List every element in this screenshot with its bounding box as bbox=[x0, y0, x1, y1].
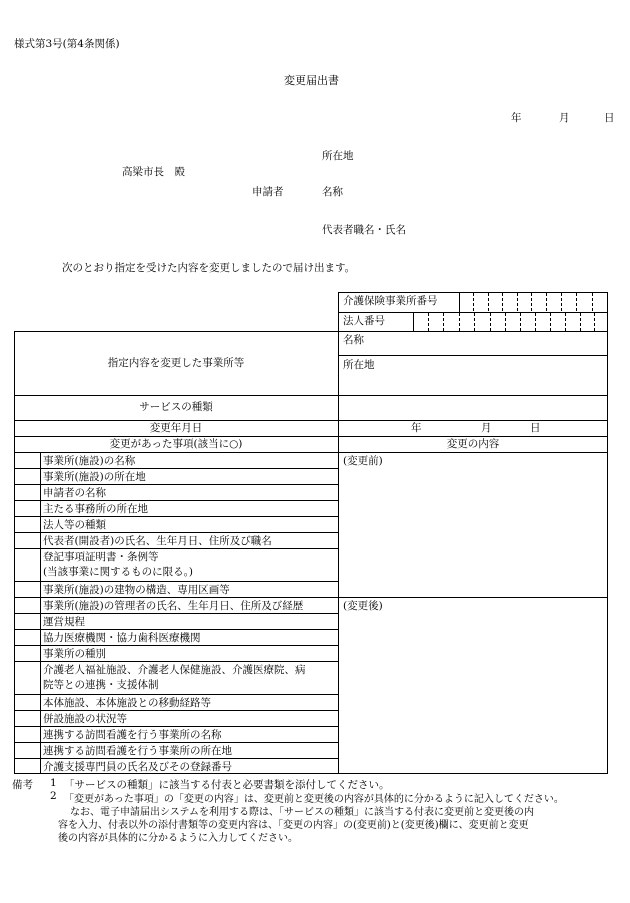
after-label: (変更後) bbox=[343, 600, 383, 612]
list-item: 連携する訪問看護を行う事業所の名称 bbox=[43, 729, 222, 741]
list-item: 運営規程 bbox=[43, 616, 85, 628]
list-item: 事業所(施設)の所在地 bbox=[43, 471, 146, 483]
office-name-label: 名称 bbox=[343, 334, 364, 346]
corporate-number-label: 法人番号 bbox=[343, 315, 385, 327]
note-2-number: 2 bbox=[50, 790, 57, 802]
list-item: 本体施設、本体施設との移動経路等 bbox=[43, 697, 211, 709]
applicant-label: 申請者 bbox=[252, 186, 284, 198]
note-2-line-1: 「変更があった事項」の「変更の内容」は、変更前と変更後の内容が具体的に分かるように記入してください。 bbox=[64, 794, 564, 805]
list-item: (当該事業に関するものに限る。) bbox=[43, 566, 193, 578]
date-year-label: 年 bbox=[511, 112, 522, 124]
list-item: 主たる事務所の所在地 bbox=[43, 503, 148, 515]
list-item: 登記事項証明書・条例等 bbox=[43, 551, 159, 563]
before-label: (変更前) bbox=[343, 455, 383, 467]
list-item: 事業所の種別 bbox=[43, 648, 106, 660]
insurance-number-label: 介護保険事業所番号 bbox=[343, 295, 438, 307]
date-day-label: 日 bbox=[604, 112, 615, 124]
office-changed-label: 指定内容を変更した事業所等 bbox=[107, 357, 245, 369]
change-date-label: 変更年月日 bbox=[149, 422, 203, 434]
change-content-header: 変更の内容 bbox=[446, 438, 500, 450]
change-date-year: 年 bbox=[411, 422, 422, 434]
date-month-label: 月 bbox=[559, 112, 570, 124]
note-2-line-2: なお、電子申請届出システムを利用する際は、「サービスの種類」に該当する付表に変更前と変更後の内 bbox=[70, 807, 534, 818]
notice-text: 次のとおり指定を受けた内容を変更しましたので届け出ます。 bbox=[62, 262, 356, 274]
list-item: 連携する訪問看護を行う事業所の所在地 bbox=[43, 745, 232, 757]
list-item: 院等との連携・支援体制 bbox=[43, 679, 159, 691]
addressee: 高梁市長 殿 bbox=[122, 166, 185, 178]
applicant-address-label: 所在地 bbox=[322, 150, 354, 162]
note-1-number: 1 bbox=[50, 777, 57, 789]
notes-label: 備考 bbox=[12, 779, 33, 791]
office-address-label: 所在地 bbox=[343, 359, 375, 371]
list-item: 事業所(施設)の管理者の氏名、生年月日、住所及び経歴 bbox=[43, 600, 304, 612]
document-title: 変更届出書 bbox=[284, 74, 339, 87]
list-item: 事業所(施設)の建物の構造、専用区画等 bbox=[43, 584, 230, 596]
note-2-line-4: 後の内容が具体的に分かるように入力してください。 bbox=[58, 833, 298, 844]
list-item: 法人等の種類 bbox=[43, 519, 106, 531]
change-date-month: 月 bbox=[481, 422, 492, 434]
list-item: 協力医療機関・協力歯科医療機関 bbox=[43, 632, 201, 644]
change-date-day: 日 bbox=[530, 422, 541, 434]
list-item: 併設施設の状況等 bbox=[43, 713, 127, 725]
list-item: 申請者の名称 bbox=[43, 487, 106, 499]
note-1: 「サービスの種類」に該当する付表と必要書類を添付してください。 bbox=[64, 779, 390, 791]
list-item: 事業所(施設)の名称 bbox=[43, 455, 136, 467]
changed-items-header: 変更があった事項(該当に○) bbox=[109, 438, 243, 450]
list-item: 代表者(開設者)の氏名、生年月日、住所及び職名 bbox=[43, 535, 272, 547]
service-type-label: サービスの種類 bbox=[139, 401, 213, 413]
applicant-name-label: 名称 bbox=[322, 186, 343, 198]
note-2-line-3: 容を入力、付表以外の添付書類等の変更内容は、「変更の内容」の(変更前)と(変更後)欄に、変更前と変更 bbox=[58, 820, 529, 831]
list-item: 介護老人福祉施設、介護老人保健施設、介護医療院、病 bbox=[43, 664, 306, 676]
representative-label: 代表者職名・氏名 bbox=[322, 224, 406, 236]
list-item: 介護支援専門員の氏名及びその登録番号 bbox=[43, 761, 232, 773]
form-number: 様式第3号(第4条関係) bbox=[14, 38, 120, 50]
